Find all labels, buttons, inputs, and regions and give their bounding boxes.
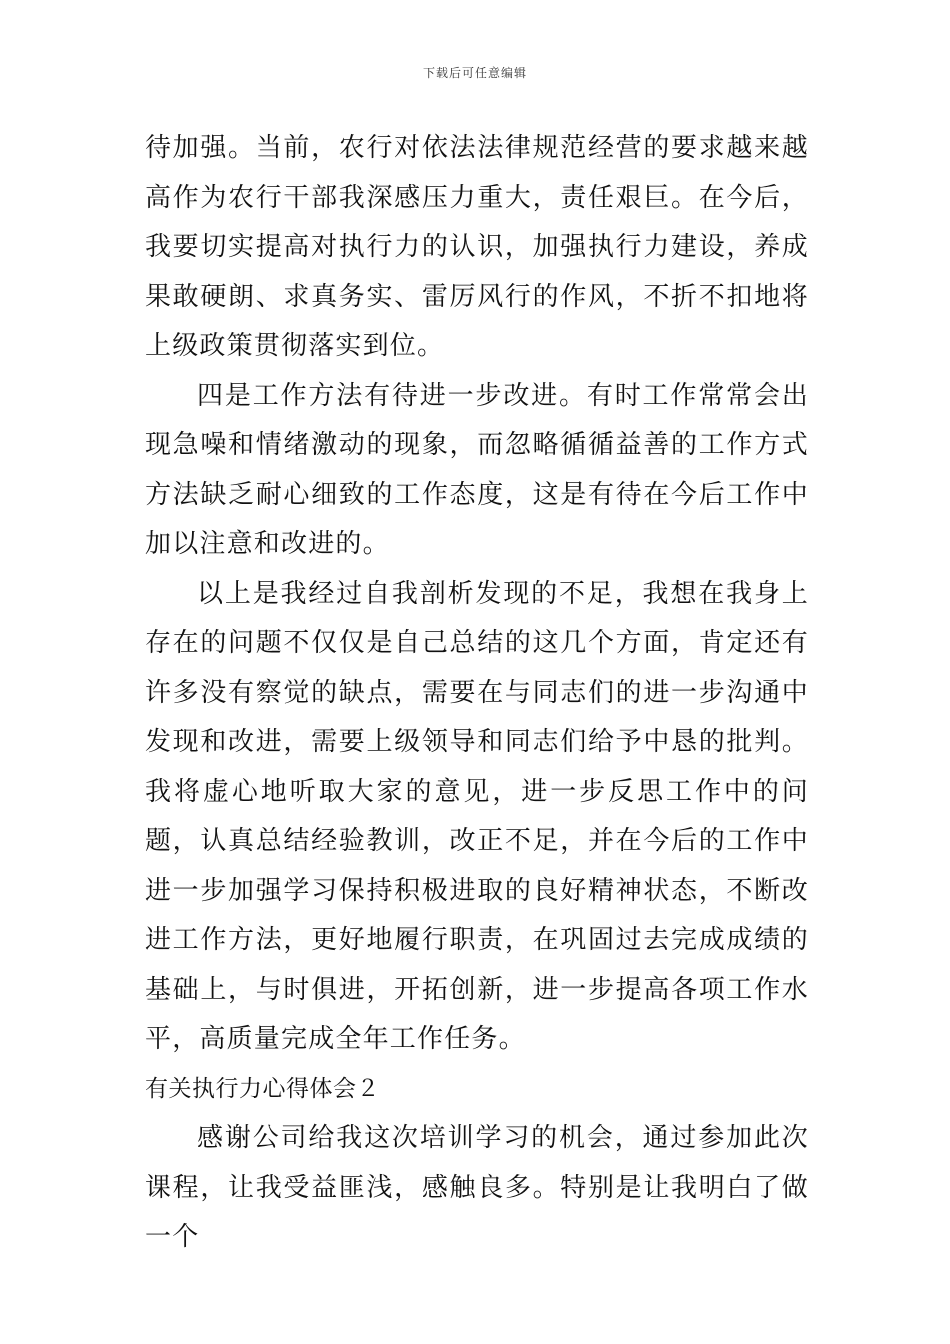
header-note: 下载后可任意编辑 (422, 66, 527, 80)
document-body (145, 124, 809, 1263)
paragraph-continuation: 待加强。当前，农行对依法法律规范经营的要求越来越高作为农行干部我深感压力重大，责任艰巨。在今后，我要切实提高对执行力的认识，加强执行力建设，养成果敢硬朗、求真务实、雷厉风行的作风，不折不扣地将上级政策贯彻落实到位。 (145, 133, 809, 361)
section-title: 有关执行力心得体会２ (145, 1075, 380, 1102)
paragraph-work-method: 四是工作方法有待进一步改进。有时工作常常会出现急噪和情绪激动的现象，而忽略循循益善的工作方式方法缺乏耐心细致的工作态度，这是有待在今后工作中加以注意和改进的。 (145, 380, 809, 559)
paragraph-training-thanks: 感谢公司给我这次培训学习的机会，通过参加此次课程，让我受益匪浅，感触良多。特别是让我明白了做一个 (145, 1123, 809, 1252)
paragraph-self-analysis: 以上是我经过自我剖析发现的不足，我想在我身上存在的问题不仅仅是自己总结的这几个方面，肯定还有许多没有察觉的缺点，需要在与同志们的进一步沟通中发现和改进，需要上级领导和同志们给予中恳的批判。我将虚心地听取大家的意见，进一步反思工作中的问题，认真总结经验教训，改正不足，并在今后的工作中进一步加强学习保持积极进取的良好精神状态，不断改进工作方法，更好地履行职责，在巩固过去完成成绩的基础上，与时俱进，开拓创新，进一步提高各项工作水平，高质量完成全年工作任务。 (145, 578, 809, 1054)
